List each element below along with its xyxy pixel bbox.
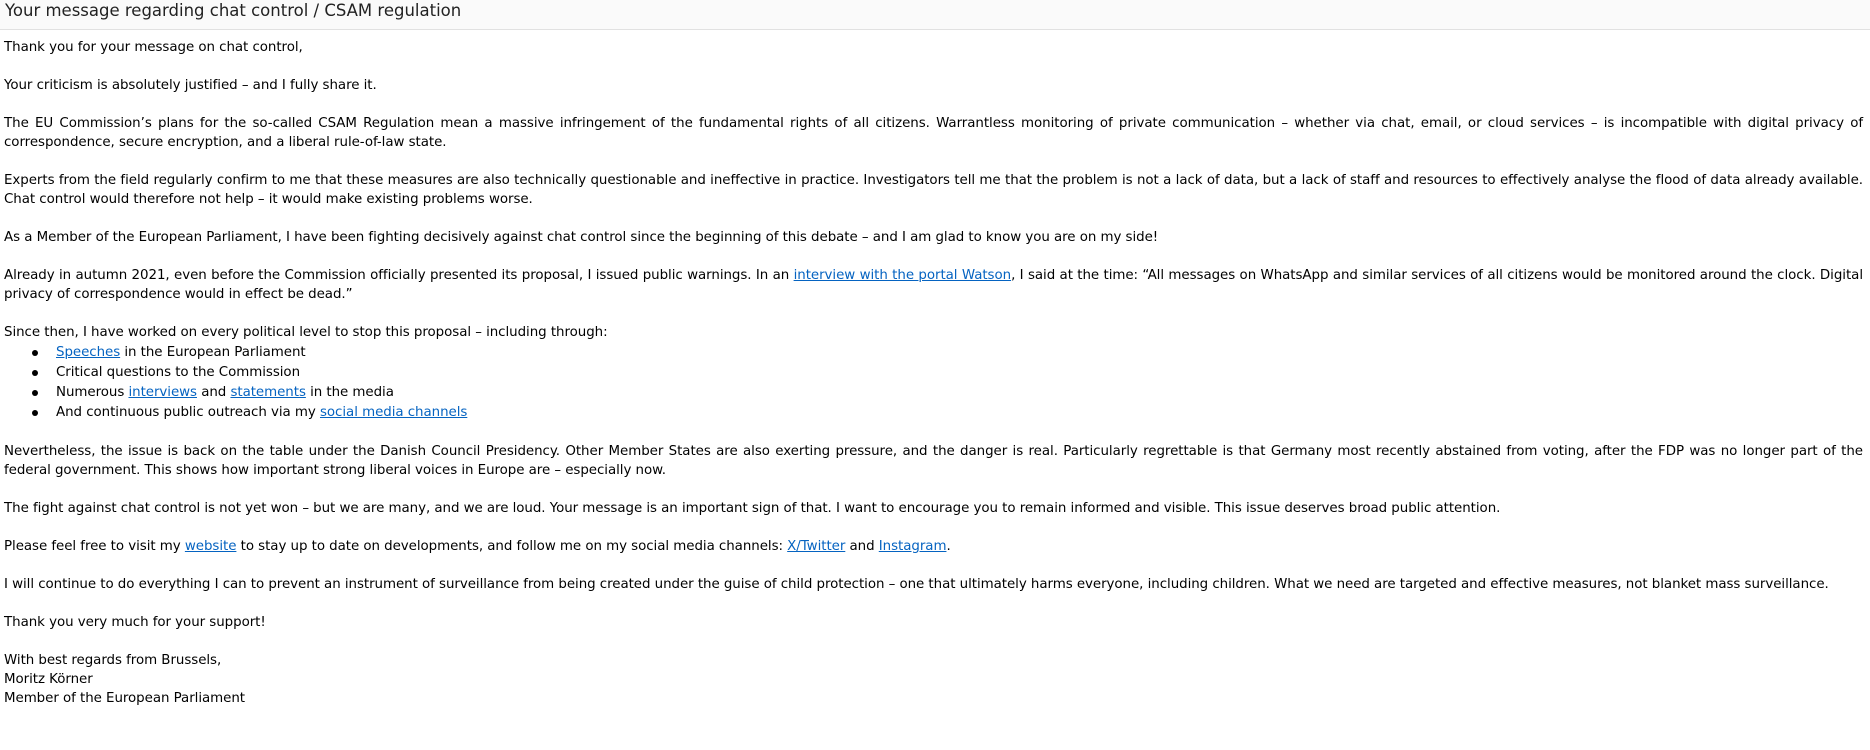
list-item [56, 343, 1863, 363]
paragraph-text: Already in autumn 2021, even before the Commission officially presented its proposal, I issued public warnings. In an [4, 268, 794, 283]
signature-name: Moritz Körner [4, 672, 93, 687]
paragraph-danish-presidency: Nevertheless, the issue is back on the table under the Danish Council Presidency. Other Member States are also exerting pressure, and the danger is real. Particularly regrettable is that Germany most recently abstained from voting, after the FDP was no longer part of the federal government. This shows how important strong liberal voices in Europe are – especially now. [4, 444, 1863, 478]
paragraph-thanks: Thank you very much for your support! [4, 615, 266, 630]
x-twitter-link[interactable]: X/Twitter [787, 539, 846, 554]
social-media-channels-link[interactable]: social media channels [319, 405, 468, 420]
paragraph-autumn-2021 [4, 266, 1863, 304]
instagram-link[interactable]: Instagram [878, 539, 947, 554]
email-message-body [0, 30, 1863, 708]
paragraph-text: . [946, 539, 951, 554]
paragraph-continue: I will continue to do everything I can to prevent an instrument of surveillance from being created under the guise of child protection – one that ultimately harms everyone, including children. What we need are targeted and effective measures, not blanket mass surveillance. [4, 577, 1829, 592]
measures-list [4, 343, 1863, 423]
paragraph-csam-plans: The EU Commission’s plans for the so-called CSAM Regulation mean a massive infringement of the fundamental rights of all citizens. Warrantless monitoring of private communication – whether via chat, email, or cloud services – is incompatible with digital privacy of correspondence, secure encryption, and a liberal rule-of-law state. [4, 116, 1863, 150]
list-item-text: in the European Parliament [120, 345, 306, 360]
list-item-text: and [196, 385, 231, 400]
signature [4, 651, 1863, 708]
list-item [56, 403, 1863, 423]
signature-closing: With best regards from Brussels, [4, 653, 222, 668]
paragraph-text: Please feel free to visit my [4, 539, 185, 554]
paragraph-text: and [845, 539, 879, 554]
paragraph-fight-not-won: The fight against chat control is not yet won – but we are many, and we are loud. Your message is an important sign of that. I want to encourage you to remain informed and visible. This issue deserves broad public attention. [4, 501, 1501, 516]
email-subject: Your message regarding chat control / CSAM regulation [5, 1, 462, 20]
list-item-text: Critical questions to the Commission [56, 365, 301, 380]
list-item [56, 383, 1863, 403]
list-item-text: And continuous public outreach via my [56, 405, 320, 420]
paragraph-follow-me [4, 537, 1863, 556]
speeches-link[interactable]: Speeches [56, 345, 121, 360]
watson-interview-link[interactable]: interview with the portal Watson [793, 268, 1012, 283]
email-subject-bar [0, 0, 1870, 30]
website-link[interactable]: website [184, 539, 237, 554]
signature-role: Member of the European Parliament [4, 691, 245, 706]
statements-link[interactable]: statements [230, 385, 306, 400]
paragraph-text: to stay up to date on developments, and follow me on my social media channels: [236, 539, 788, 554]
interviews-link[interactable]: interviews [128, 385, 197, 400]
paragraph-since-then: Since then, I have worked on every political level to stop this proposal – including through: [4, 325, 608, 340]
list-item-text: in the media [305, 385, 394, 400]
paragraph-mep-fight: As a Member of the European Parliament, I have been fighting decisively against chat control since the beginning of this debate – and I am glad to know you are on my side! [4, 230, 1159, 245]
list-item-text: Numerous [56, 385, 129, 400]
paragraph-experts: Experts from the field regularly confirm to me that these measures are also technically questionable and ineffective in practice. Investigators tell me that the problem is not a lack of data, but a lack of staff and resources to effectively analyse the flood of data already available. Chat control would therefore not help – it would make existing problems worse. [4, 173, 1863, 207]
list-item [56, 363, 1863, 383]
paragraph-text: , I said at the time: “All messages on WhatsApp and similar services of all citizens would be monitored around the clock. Digital privacy of correspondence would in effect be dead.” [4, 268, 1863, 302]
greeting: Thank you for your message on chat control, [4, 40, 303, 55]
paragraph-criticism: Your criticism is absolutely justified – and I fully share it. [4, 78, 377, 93]
